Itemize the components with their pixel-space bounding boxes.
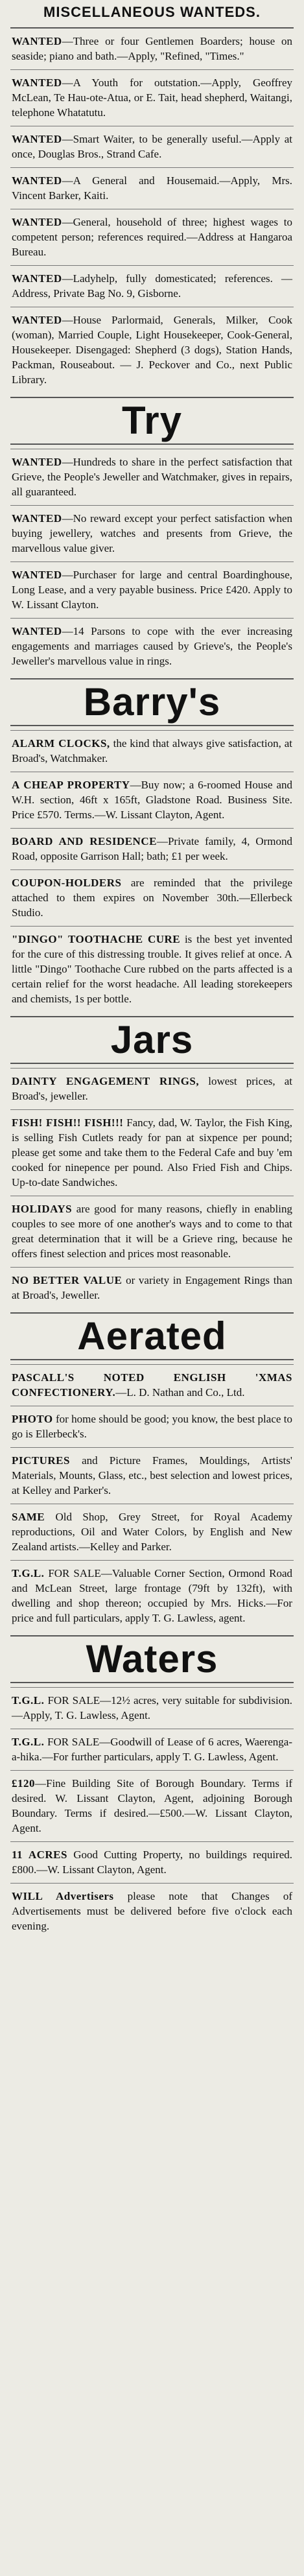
ad-lead: WANTED	[12, 174, 62, 187]
classified-ad	[10, 1109, 294, 1196]
classified-ad	[10, 505, 294, 561]
classified-ad	[10, 561, 294, 618]
ad-lead: T.G.L.	[12, 1694, 45, 1707]
classified-ad	[10, 1883, 294, 1939]
ad-body: —Smart Waiter, to be generally useful.—Apply at once, Douglas Bros., Strand Cafe.	[12, 133, 292, 160]
ad-body: —14 Parsons to cope with the ever increasing engagements and marriages caused by Grieve's, the People's Jeweller's marvellous value in rings.	[12, 625, 292, 667]
ad-lead: "DINGO" TOOTHACHE CURE	[12, 933, 181, 945]
ad-lead: WANTED	[12, 216, 62, 228]
ad-lead: WANTED	[12, 314, 62, 326]
ad-body: are reminded that the privilege attached to them expires on November 30th.—Ellerbeck Studio.	[12, 877, 292, 919]
ad-body: lowest prices, at Broad's, jeweller.	[12, 1075, 292, 1102]
classified-ad	[10, 1406, 294, 1447]
ad-lead: COUPON-HOLDERS	[12, 877, 122, 889]
banner-try: Try	[10, 397, 294, 445]
classified-ad	[10, 772, 294, 828]
ad-body: FOR SALE—Valuable Corner Section, Ormond Road and McLean Street, large frontage (79ft by 132ft), with dwelling and shop thereon; occupied by Mrs. Hicks.—For price and full particulars, apply T. G. Lawless, agent.	[12, 1567, 292, 1624]
classified-ad	[10, 1267, 294, 1308]
ad-body: is the best yet invented for the cure of this distressing trouble. It gives relief at once. A little "Dingo" Toothache Cure rubbed on the parts affected is a certain relief for the worst headache. All leading storekeepers and chemists, 1s per bottle.	[12, 933, 292, 1005]
ad-lead: WANTED	[12, 77, 62, 89]
classified-ad	[10, 1770, 294, 1841]
classified-ad	[10, 69, 294, 126]
ads-list	[10, 27, 294, 1939]
ad-lead: 11 ACRES	[12, 1849, 67, 1861]
classified-ad	[10, 1504, 294, 1560]
ad-body: —Ladyhelp, fully domesticated; references. — Address, Private Bag No. 9, Gisborne.	[12, 272, 292, 300]
ad-lead: NO BETTER VALUE	[12, 1274, 123, 1286]
classified-ad	[10, 1560, 294, 1631]
ad-lead: T.G.L.	[12, 1736, 45, 1748]
ad-body: —Purchaser for large and central Boardinghouse, Long Lease, and a very payable business. Price £420. Apply to W. Lissant Clayton.	[12, 569, 292, 611]
classified-ad	[10, 1729, 294, 1770]
ad-lead: WANTED	[12, 625, 62, 637]
ad-lead: £120	[12, 1777, 35, 1790]
ad-body: FOR SALE—12½ acres, very suitable for subdivision.—Apply, T. G. Lawless, Agent.	[12, 1694, 292, 1721]
ad-body: —General, household of three; highest wages to competent person; references required.—Address at Hangaroa Bureau.	[12, 216, 292, 258]
ad-body: the kind that always give satisfaction, at Broad's, Watchmaker.	[12, 737, 292, 764]
ad-body: for home should be good; you know, the best place to go is Ellerbeck's.	[12, 1413, 292, 1440]
classified-ad	[10, 730, 294, 772]
classified-ad	[10, 167, 294, 209]
ad-lead: SAME	[12, 1511, 45, 1523]
classified-ad	[10, 449, 294, 505]
ad-lead: WANTED	[12, 512, 62, 525]
ad-body: —Hundreds to share in the perfect satisfaction that Grieve, the People's Jeweller and Watchmaker, gives in repairs, all guaranteed.	[12, 456, 292, 498]
ad-lead: BOARD AND RESIDENCE	[12, 835, 157, 847]
ad-body: Fancy, dad, W. Taylor, the Fish King, is selling Fish Cutlets ready for pan at sixpence per pound; please get some and take them to the Federal Cafe and buy 'em cooked for ninepence per pound. Also Fried Fish and Chips. Up-to-date Sandwiches.	[12, 1117, 292, 1188]
ad-body: —Private family, 4, Ormond Road, opposite Garrison Hall; bath; £1 per week.	[12, 835, 292, 862]
ad-body: or variety in Engagement Rings than at Broad's, Jeweller.	[12, 1274, 293, 1301]
ad-body: —A General and Housemaid.—Apply, Mrs. Vincent Barker, Kaiti.	[12, 174, 292, 202]
ad-lead: A CHEAP PROPERTY	[12, 779, 130, 791]
ad-body: —House Parlormaid, Generals, Milker, Cook (woman), Married Couple, Light Housekeeper, Cook-General, Housekeeper. Disengaged: Shepherd (3 dogs), Station Hands, Packman, Rouseabout. — J. Peckover and Co., next Public Library.	[12, 314, 292, 386]
ad-body: are good for many reasons, chiefly in enabling couples to see more of one another's ways and to come to that great determination that it will be a Grieve ring, because he offers finest selection and prices most reasonable.	[12, 1203, 292, 1260]
classified-ad	[10, 1447, 294, 1504]
ad-lead: PICTURES	[12, 1454, 70, 1467]
banner-waters: Waters	[10, 1635, 294, 1683]
ad-lead: WANTED	[12, 133, 62, 145]
ad-body: —No reward except your perfect satisfaction when buying jewellery, watches and presents from Grieve, the marvellous value giver.	[12, 512, 292, 554]
ad-body: —L. D. Nathan and Co., Ltd.	[115, 1386, 245, 1399]
section-header: MISCELLANEOUS WANTEDS.	[43, 4, 261, 20]
classified-ad	[10, 307, 294, 393]
ad-body: —Fine Building Site of Borough Boundary. Terms if desired. W. Lissant Clayton, Agent, adjoining Borough Boundary. Terms if desired.—£500.—W. Lissant Clayton, Agent.	[12, 1777, 292, 1834]
classified-ad	[10, 1196, 294, 1267]
ad-lead: WANTED	[12, 456, 62, 468]
classified-ad	[10, 869, 294, 926]
ad-lead: WANTED	[12, 272, 62, 285]
banner-jars: Jars	[10, 1016, 294, 1064]
ad-body: FOR SALE—Goodwill of Lease of 6 acres, Waerenga-a-hika.—For further particulars, apply T. G. Lawless, Agent.	[12, 1736, 292, 1763]
banner-barry-s: Barry's	[10, 678, 294, 726]
classified-ad	[10, 618, 294, 674]
banner-aerated: Aerated	[10, 1312, 294, 1360]
ad-lead: FISH! FISH!! FISH!!!	[12, 1117, 124, 1129]
classified-column	[10, 0, 294, 1939]
ad-lead: WILL Advertisers	[12, 1890, 114, 1902]
classified-ad	[10, 926, 294, 1012]
classified-ad	[10, 126, 294, 167]
ad-lead: T.G.L.	[12, 1567, 45, 1579]
ad-lead: WANTED	[12, 569, 62, 581]
ad-lead: PHOTO	[12, 1413, 53, 1425]
classified-ad	[10, 1687, 294, 1729]
ad-body: —Buy now; a 6-roomed House and W.H. section, 46ft x 165ft, Gladstone Road. Business Site. Price £570. Terms.—W. Lissant Clayton, Agent.	[12, 779, 292, 821]
ad-lead: PASCALL'S NOTED ENGLISH 'XMAS CONFECTIONERY.	[12, 1371, 292, 1399]
classified-ad	[10, 209, 294, 265]
ad-body: Old Shop, Grey Street, for Royal Academy reproductions, Oil and Water Colors, by English and New Zealand artists.—Kelley and Parker.	[12, 1511, 292, 1553]
ad-body: —Three or four Gentlemen Boarders; house on seaside; piano and bath.—Apply, "Refined, "Times."	[12, 35, 292, 62]
classified-ad	[10, 27, 294, 69]
ad-lead: ALARM CLOCKS,	[12, 737, 110, 750]
classified-ad	[10, 265, 294, 307]
classified-ad	[10, 828, 294, 869]
classified-ad	[10, 1841, 294, 1883]
ad-lead: WANTED	[12, 35, 62, 47]
ad-lead: HOLIDAYS	[12, 1203, 73, 1215]
ad-lead: DAINTY ENGAGEMENT RINGS,	[12, 1075, 200, 1087]
ad-body: Good Cutting Property, no buildings required. £800.—W. Lissant Clayton, Agent.	[12, 1849, 292, 1876]
ad-body: and Picture Frames, Mouldings, Artists' Materials, Mounts, Glass, etc., best selection and lowest prices, at Kelley and Parker's.	[12, 1454, 292, 1496]
ad-body: please note that Changes of Advertisements must be delivered before five o'clock each evening.	[12, 1890, 292, 1932]
ad-body: —A Youth for outstation.—Apply, Geoffrey McLean, Te Hau-ote-Atua, or E. Tait, head shepherd, Waitangi, telephone Whatatutu.	[12, 77, 292, 119]
classified-ad	[10, 1068, 294, 1109]
classified-ad	[10, 1364, 294, 1406]
